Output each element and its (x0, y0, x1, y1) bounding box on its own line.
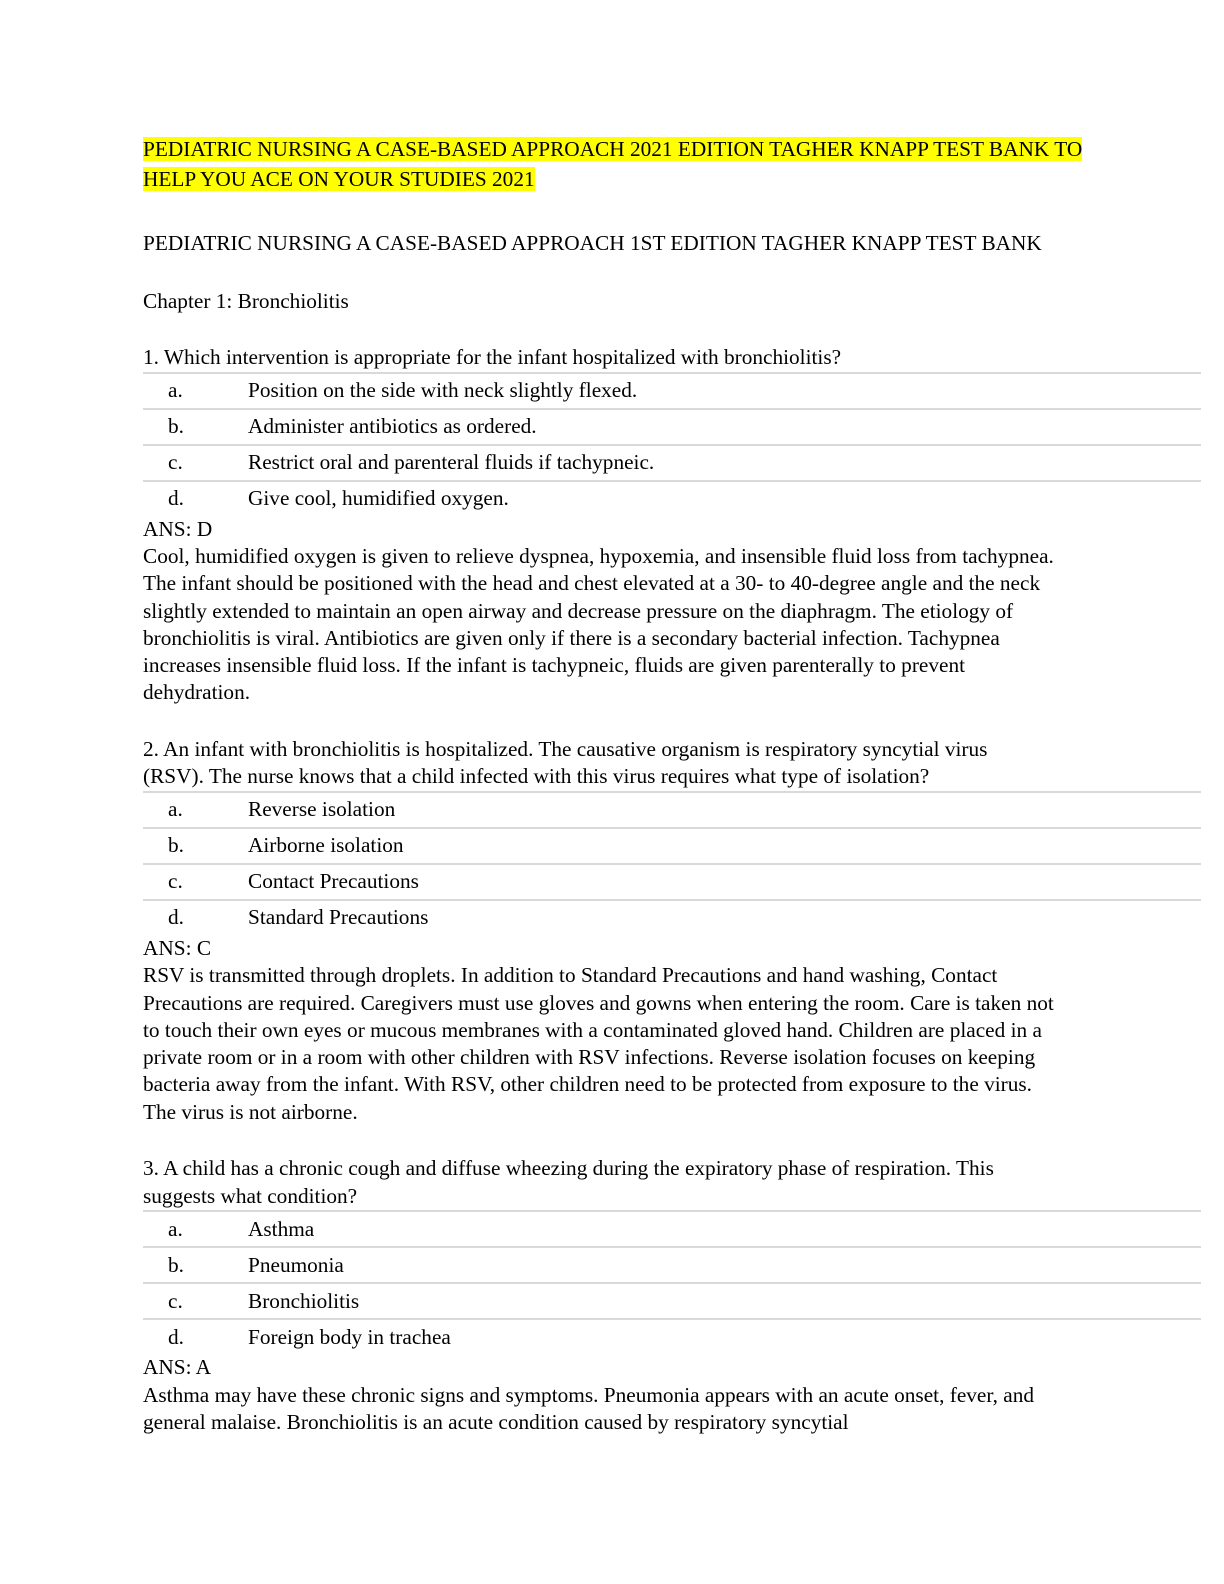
option-letter: a. (168, 797, 183, 822)
option-letter: b. (168, 1252, 184, 1277)
question-stem: 2. An infant with bronchiolitis is hospitalized. The causative organism is respiratory syncytial virus (RSV). The nurse knows that a child infected with this virus requires what type of isolation? (143, 736, 988, 789)
option-text: Foreign body in trachea (248, 1324, 451, 1349)
answer-options (143, 791, 1201, 935)
option-row (143, 372, 1201, 408)
option-letter: d. (168, 1324, 184, 1349)
option-text: Give cool, humidified oxygen. (248, 486, 509, 510)
option-text: Contact Precautions (248, 869, 419, 894)
question-stem: 1. Which intervention is appropriate for the infant hospitalized with bronchiolitis? (143, 345, 842, 369)
answer-options (143, 1210, 1201, 1354)
option-row (143, 480, 1201, 516)
option-row (143, 863, 1201, 899)
option-letter: a. (168, 1216, 183, 1241)
answer-key: ANS: A (143, 1355, 212, 1380)
option-text: Pneumonia (248, 1252, 344, 1277)
option-row (143, 791, 1201, 827)
answer-key: ANS: C (143, 935, 212, 960)
question-1 (143, 344, 1203, 707)
option-row (143, 1282, 1201, 1318)
answer-key: ANS: D (143, 516, 213, 541)
option-letter: b. (168, 414, 184, 438)
option-row (143, 1210, 1201, 1246)
option-row (143, 899, 1201, 935)
highlighted-title-line-2: HELP YOU ACE ON YOUR STUDIES 2021 (143, 167, 535, 191)
option-letter: b. (168, 833, 184, 858)
option-row (143, 444, 1201, 480)
answer-rationale: Cool, humidified oxygen is given to relieve dyspnea, hypoxemia, and insensible fluid loss from tachypnea. The infant should be positioned with the head and chest elevated at a 30- to 40-degree angle and the neck slightly extended to maintain an open airway and decrease pressure on the diaphragm. The etiology of bronchiolitis is viral. Antibiotics are given only if there is a secondary bacterial infection. Tachypnea increases insensible fluid loss. If the infant is tachypneic, fluids are given parenterally to prevent dehydration. (143, 544, 1054, 705)
question-stem: 3. A child has a chronic cough and diffuse wheezing during the expiratory phase of respiration. This suggests what condition? (143, 1156, 994, 1208)
question-3 (143, 1155, 1203, 1436)
document-page (143, 134, 1203, 1436)
option-letter: c. (168, 450, 183, 474)
option-letter: d. (168, 486, 184, 510)
highlighted-title (143, 134, 1203, 194)
question-2 (143, 736, 1203, 1126)
document-subtitle: PEDIATRIC NURSING A CASE-BASED APPROACH 1ST EDITION TAGHER KNAPP TEST BANK (143, 231, 1042, 255)
option-text: Asthma (248, 1216, 315, 1241)
option-text: Standard Precautions (248, 905, 429, 930)
option-text: Restrict oral and parenteral fluids if tachypneic. (248, 450, 655, 474)
option-letter: d. (168, 905, 184, 930)
option-text: Position on the side with neck slightly flexed. (248, 378, 638, 402)
answer-rationale: Asthma may have these chronic signs and symptoms. Pneumonia appears with an acute onset, fever, and general malaise. Bronchiolitis is an acute condition caused by respiratory syncytial (143, 1382, 1035, 1434)
option-text: Airborne isolation (248, 833, 404, 858)
option-row (143, 1246, 1201, 1282)
option-row (143, 1318, 1201, 1354)
option-letter: a. (168, 378, 183, 402)
highlighted-title-line-1: PEDIATRIC NURSING A CASE-BASED APPROACH 2021 EDITION TAGHER KNAPP TEST BANK TO (143, 137, 1083, 161)
option-row (143, 827, 1201, 863)
chapter-heading: Chapter 1: Bronchiolitis (143, 289, 349, 313)
option-text: Reverse isolation (248, 797, 396, 822)
option-letter: c. (168, 1288, 183, 1313)
option-text: Bronchiolitis (248, 1288, 360, 1313)
answer-options (143, 372, 1201, 516)
option-letter: c. (168, 869, 183, 894)
answer-rationale: RSV is transmitted through droplets. In addition to Standard Precautions and hand washing, Contact Precautions are required. Caregivers must use gloves and gowns when entering the room. Care is taken not to touch their own eyes or mucous membranes with a contaminated gloved hand. Children are placed in a private room or in a room with other children with RSV infections. Reverse isolation focuses on keeping bacteria away from the infant. With RSV, other children need to be protected from exposure to the virus. The virus is not airborne. (143, 963, 1054, 1124)
option-text: Administer antibiotics as ordered. (248, 414, 537, 438)
option-row (143, 408, 1201, 444)
